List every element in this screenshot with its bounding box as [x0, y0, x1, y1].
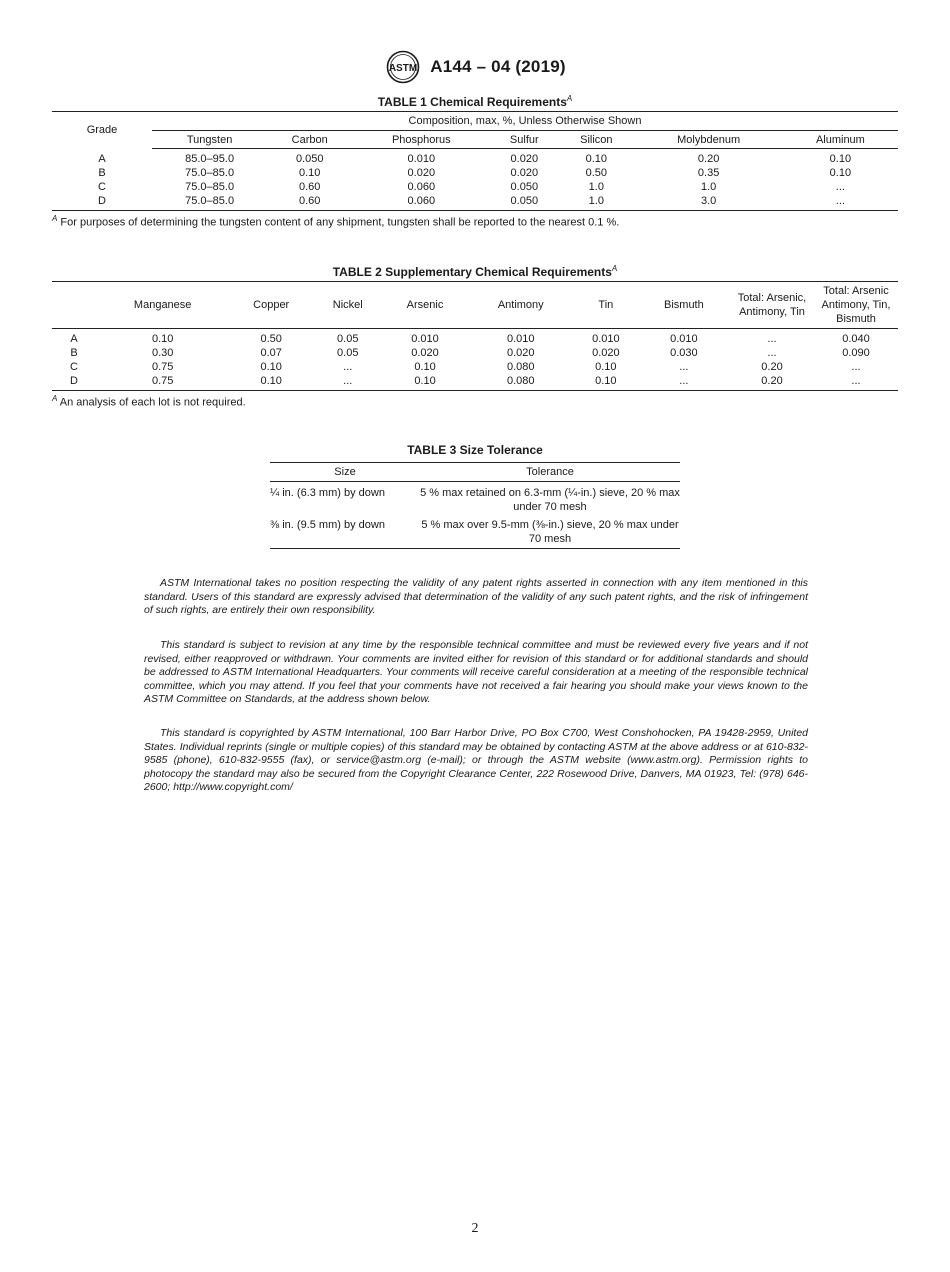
table1-column-header: Sulfur	[490, 131, 558, 149]
size-tolerance-table	[270, 462, 680, 549]
document-header	[0, 50, 950, 84]
value-cell: 0.10	[829, 153, 852, 165]
size-cell: ⅜ in. (9.5 mm) by down	[270, 519, 385, 531]
grade-cell: D	[98, 195, 106, 207]
table2-title-note: A	[611, 264, 618, 273]
table2-column-header: Copper	[229, 282, 313, 329]
grade-cell: C	[98, 181, 106, 193]
value-cell: 0.020	[592, 347, 620, 359]
value-cell: 3.0	[700, 195, 717, 207]
value-cell: 0.30	[151, 347, 174, 359]
value-cell: 0.030	[670, 347, 698, 359]
value-cell: 0.60	[299, 181, 321, 193]
value-cell: 0.10	[260, 375, 282, 387]
table1-column-header: Carbon	[267, 131, 352, 149]
value-cell: 0.050	[510, 181, 539, 193]
table2-column-header: Manganese	[96, 282, 229, 329]
value-cell: 0.010	[592, 333, 620, 345]
value-cell: ...	[835, 181, 845, 193]
table2-column-header: Tin	[574, 282, 638, 329]
table-row	[52, 166, 898, 180]
value-cell: 0.10	[151, 333, 174, 345]
value-cell: 85.0–95.0	[185, 153, 235, 165]
value-cell: 0.60	[299, 195, 321, 207]
table1-column-header: Phosphorus	[352, 131, 490, 149]
table-row	[270, 514, 680, 549]
grade-cell: A	[98, 152, 106, 165]
revision-notice: This standard is subject to revision at any time by the responsible technical committee and must be reviewed every five years and if not revised, either reapproved or withdrawn. Your comments are invited either for revision of this standard or for additional standards and should be addressed to ASTM International Headquarters. Your comments will receive careful consideration at a meeting of the responsible technical committee, which you may attend. If you feel that your comments have not received a fair hearing you should make your views known to the ASTM Committee on Standards, at the address shown below.	[144, 639, 808, 705]
table-row	[52, 149, 898, 167]
table2-column-header: Total: Arsenic Antimony, Tin, Bismuth	[814, 282, 898, 329]
value-cell: 0.10	[829, 167, 852, 179]
value-cell: ...	[835, 195, 845, 207]
value-cell: 0.10	[595, 361, 617, 373]
value-cell: 0.010	[670, 333, 698, 345]
value-cell: 75.0–85.0	[185, 167, 235, 179]
value-cell: 0.020	[510, 153, 539, 165]
value-cell: 0.020	[411, 347, 439, 359]
value-cell: ...	[679, 375, 689, 387]
value-cell: 0.10	[414, 361, 436, 373]
table-row	[52, 360, 898, 374]
table2-column-header: Total: Arsenic, Antimony, Tin	[730, 282, 814, 329]
table2-column-header: Antimony	[468, 282, 574, 329]
grade-cell: D	[70, 375, 78, 387]
document-designation: A144 – 04 (2019)	[430, 57, 566, 76]
table-row	[270, 482, 680, 515]
supplementary-requirements-table	[52, 281, 898, 391]
value-cell: 0.20	[761, 361, 783, 373]
value-cell: 0.07	[260, 347, 282, 359]
size-cell: ¼ in. (6.3 mm) by down	[270, 487, 385, 499]
value-cell: 0.010	[506, 333, 535, 345]
size-header: Size	[270, 463, 420, 482]
grade-cell: C	[70, 361, 78, 373]
table-row	[52, 346, 898, 360]
value-cell: ...	[767, 333, 777, 345]
value-cell: 0.040	[842, 333, 870, 345]
table1-title-note: A	[566, 94, 573, 103]
table-row	[52, 374, 898, 391]
composition-group-header: Composition, max, %, Unless Otherwise Shown	[152, 112, 898, 131]
value-cell: 1.0	[700, 181, 717, 193]
astm-logo-icon	[384, 50, 422, 84]
table1-column-header: Silicon	[558, 131, 634, 149]
patent-notice: ASTM International takes no position respecting the validity of any patent rights asserted in connection with any item mentioned in this standard. Users of this standard are expressly advised that determination of the validity of any such patent rights, and the risk of infringement of such rights, are entirely their own responsibility.	[144, 577, 808, 616]
value-cell: 0.060	[407, 181, 436, 193]
value-cell: 0.080	[506, 361, 535, 373]
value-cell: 1.0	[588, 195, 604, 207]
value-cell: 0.020	[407, 167, 436, 179]
value-cell: 0.05	[337, 333, 359, 345]
value-cell: 1.0	[588, 181, 604, 193]
table-row	[52, 329, 898, 347]
value-cell: ...	[851, 375, 861, 387]
value-cell: 0.10	[299, 167, 321, 179]
value-cell: ...	[767, 347, 777, 359]
value-cell: 0.75	[151, 375, 174, 387]
value-cell: 0.080	[506, 375, 535, 387]
value-cell: 0.20	[697, 153, 720, 165]
value-cell: ...	[679, 361, 689, 373]
table1-column-header: Tungsten	[152, 131, 267, 149]
value-cell: 0.10	[595, 375, 617, 387]
value-cell: 0.50	[260, 333, 282, 345]
value-cell: 0.20	[761, 375, 783, 387]
page-number: 2	[471, 1221, 479, 1236]
tolerance-cell: 5 % max retained on 6.3-mm (¼-in.) sieve, 20 % max under 70 mesh	[420, 487, 680, 513]
value-cell: 0.050	[295, 153, 324, 165]
value-cell: 0.060	[407, 195, 436, 207]
table1-title: TABLE 1 Chemical Requirements$^A$	[377, 94, 573, 109]
table2-footnote: $^A$ An analysis of each lot is not required.	[52, 394, 246, 409]
value-cell: 0.75	[151, 361, 174, 373]
tolerance-cell: 5 % max over 9.5-mm (⅜-in.) sieve, 20 % max under 70 mesh	[421, 519, 679, 545]
grade-cell: B	[98, 167, 106, 179]
value-cell: 0.10	[585, 153, 608, 165]
grade-blank-header	[52, 282, 96, 329]
table3-title: TABLE 3 Size Tolerance	[407, 443, 543, 457]
value-cell: 0.35	[697, 167, 720, 179]
value-cell: ...	[343, 361, 353, 373]
table1-column-header: Aluminum	[783, 131, 898, 149]
value-cell: 0.10	[414, 375, 436, 387]
table2-column-header: Arsenic	[382, 282, 467, 329]
chemical-requirements-table	[52, 111, 898, 211]
value-cell: 0.10	[260, 361, 282, 373]
table1-footnote: $^A$ For purposes of determining the tungsten content of any shipment, tungsten shall be reported to the nearest 0.1 %.	[52, 214, 620, 229]
value-cell: 75.0–85.0	[185, 195, 235, 207]
table1-column-header: Molybdenum	[634, 131, 782, 149]
value-cell: ...	[851, 361, 861, 373]
value-cell: 0.020	[506, 347, 535, 359]
table-row	[52, 180, 898, 194]
table2-column-header: Nickel	[313, 282, 382, 329]
value-cell: ...	[343, 375, 353, 387]
value-cell: 0.010	[411, 333, 439, 345]
value-cell: 0.020	[510, 167, 539, 179]
value-cell: 0.090	[842, 347, 870, 359]
value-cell: 0.010	[407, 153, 436, 165]
svg-text:ASTM: ASTM	[389, 63, 418, 74]
table-row	[52, 194, 898, 211]
grade-cell: B	[70, 347, 78, 359]
tolerance-header: Tolerance	[420, 463, 680, 482]
value-cell: 0.05	[337, 347, 359, 359]
copyright-notice: This standard is copyrighted by ASTM International, 100 Barr Harbor Drive, PO Box C700, West Conshohocken, PA 19428-2959, United States. Individual reprints (single or multiple copies) of this standard may be obtained by contacting ASTM at the above address or at 610-832-9585 (phone), 610-832-9555 (fax), or service@astm.org (e-mail); or through the ASTM website (www.astm.org). Permission rights to photocopy the standard may also be secured from the Copyright Clearance Center, 222 Rosewood Drive, Danvers, MA 01923, Tel: (978) 646-2600; http://www.copyright.com/	[144, 727, 808, 793]
table2-column-header: Bismuth	[638, 282, 730, 329]
grade-header: Grade	[86, 124, 118, 137]
value-cell: 0.50	[585, 167, 608, 179]
table2-title: TABLE 2 Supplementary Chemical Requirements$^A$	[332, 264, 618, 279]
value-cell: 75.0–85.0	[185, 181, 235, 193]
value-cell: 0.050	[510, 195, 539, 207]
grade-cell: A	[70, 333, 78, 345]
